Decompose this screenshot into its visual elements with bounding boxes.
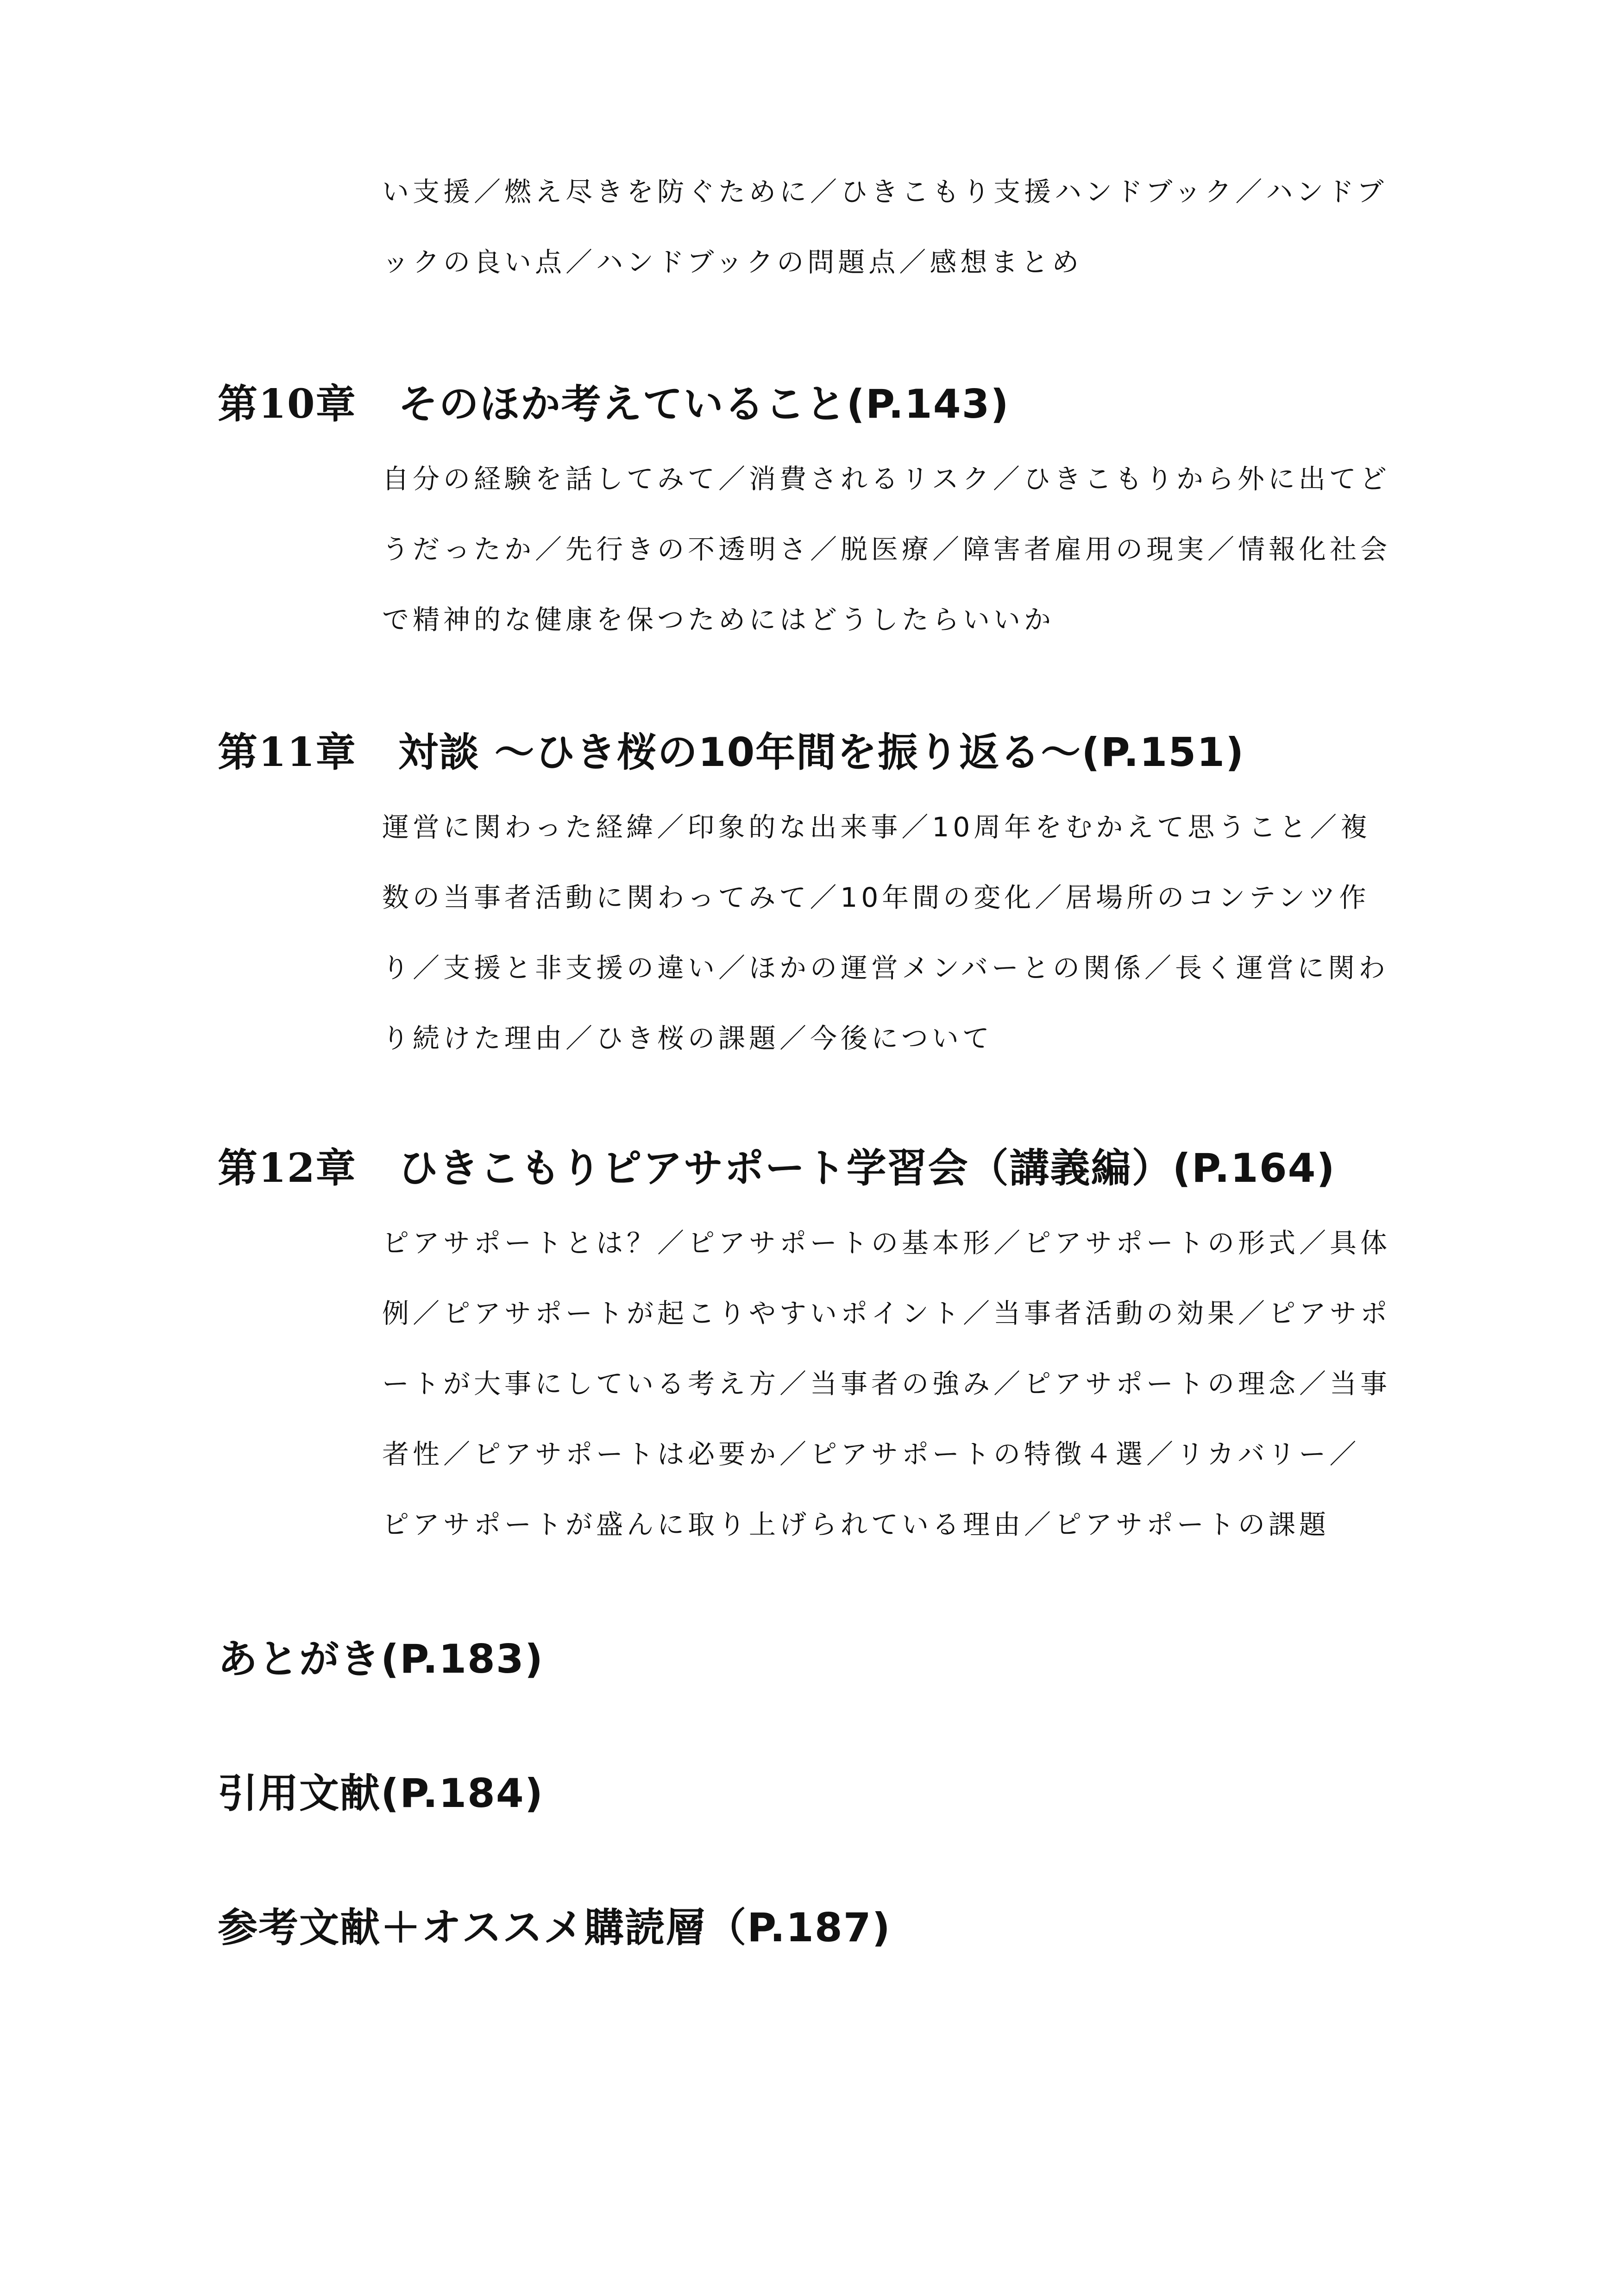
summary-line: うだったか／先行きの不透明さ／脱医療／障害者雇用の現実／情報化社会 <box>382 533 1391 565</box>
chapter-title: ひきこもりピアサポート学習会（講義編）(P.164) <box>398 1145 1336 1192</box>
summary-line: り／支援と非支援の違い／ほかの運営メンバーとの関係／長く運営に関わ <box>382 952 1389 984</box>
chapter-number: 第10章 <box>218 381 357 427</box>
chapter-10-heading <box>218 379 1010 430</box>
chapter-12-summary <box>382 1208 1410 1560</box>
chapter-12-heading <box>218 1143 1336 1194</box>
chapter-number: 第11章 <box>218 729 357 776</box>
summary-line: 運営に関わった経緯／印象的な出来事／10周年をむかえて思うこと／複 <box>382 811 1371 843</box>
summary-line: で精神的な健康を保つためにはどうしたらいいか <box>382 604 1055 635</box>
afterword-heading: あとがき(P.183) <box>218 1636 544 1682</box>
summary-line: ピアサポートが盛んに取り上げられている理由／ピアサポートの課題 <box>382 1509 1330 1540</box>
summary-line: 例／ピアサポートが起こりやすいポイント／当事者活動の効果／ピアサポ <box>382 1298 1391 1329</box>
summary-line: 自分の経験を話してみて／消費されるリスク／ひきこもりから外に出てど <box>382 463 1390 495</box>
chapter-11-summary <box>382 792 1410 1073</box>
summary-line: ックの良い点／ハンドブックの問題点／感想まとめ <box>382 246 1083 278</box>
references-heading: 参考文献＋オススメ購読層（P.187) <box>218 1905 891 1951</box>
summary-line: 者性／ピアサポートは必要か／ピアサポートの特徴４選／リカバリー／ <box>382 1438 1360 1470</box>
chapter-10-summary <box>382 444 1410 655</box>
summary-line: い支援／燃え尽きを防ぐために／ひきこもり支援ハンドブック／ハンドブ <box>382 176 1388 207</box>
chapter-title: 対談 ～ひき桜の10年間を振り返る～(P.151) <box>398 729 1245 776</box>
cited-literature-heading: 引用文献(P.184) <box>218 1770 544 1817</box>
continuation-summary <box>382 157 1410 297</box>
summary-line: ピアサポートとは？／ピアサポートの基本形／ピアサポートの形式／具体 <box>382 1227 1391 1259</box>
chapter-11-heading <box>218 727 1244 778</box>
summary-line: ートが大事にしている考え方／当事者の強み／ピアサポートの理念／当事 <box>382 1368 1391 1399</box>
summary-line: り続けた理由／ひき桜の課題／今後について <box>382 1023 993 1054</box>
chapter-title: そのほか考えていること(P.143) <box>398 381 1010 427</box>
summary-line: 数の当事者活動に関わってみて／10年間の変化／居場所のコンテンツ作 <box>382 882 1370 913</box>
chapter-number: 第12章 <box>218 1145 357 1192</box>
